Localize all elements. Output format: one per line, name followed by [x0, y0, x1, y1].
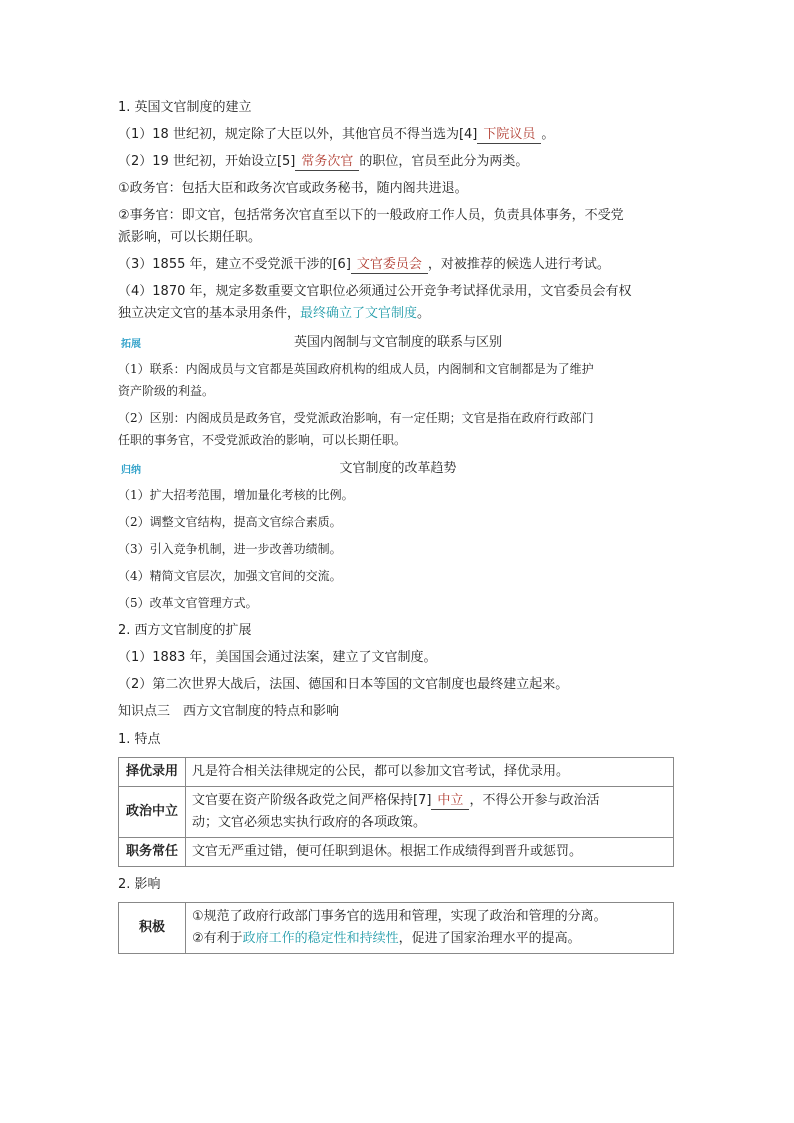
tuozhan-title: 英国内阁制与文官制度的联系与区别: [293, 335, 502, 350]
guina-line-1: （1）扩大招考范围，增加量化考核的比例。: [118, 488, 354, 502]
row-text-end: ，不得公开参与政治活: [469, 793, 600, 808]
item-2-end: 的职位，官员至此分为两类。: [359, 154, 529, 169]
item-2: [118, 152, 678, 172]
guina-title: 文官制度的改革趋势: [339, 461, 457, 476]
row-value: [186, 787, 674, 838]
row-key: 择优录用: [119, 758, 186, 787]
tuozhan-line-1: （1）联系：内阁成员与文官都是英国政府机构的组成人员，内阁制和文官制都是为了维护: [118, 362, 594, 376]
table-row: [119, 787, 674, 838]
section-1-title: 1. 英国文官制度的建立: [118, 100, 252, 115]
zheng-wu-guan: ①政务官：包括大臣和政务次官或政务秘书，随内阁共进退。: [118, 181, 468, 196]
tuozhan-line-2: 资产阶级的利益。: [118, 384, 215, 398]
row-value: 文官无严重过错，便可任职到退休。根据工作成绩得到晋升或惩罚。: [186, 838, 674, 867]
features-table: [118, 757, 674, 867]
row-value: [186, 903, 674, 954]
blank-6: 文官委员会: [351, 257, 428, 274]
item-3: [118, 255, 678, 275]
impact-line-2-text: ②有利于: [192, 931, 243, 946]
shi-wu-guan-line-1: ②事务官：即文官，包括常务次官直至以下的一般政府工作人员，负责具体事务，不受党: [118, 208, 624, 223]
table-row: [119, 838, 674, 867]
highlight-text: 最终确立了文官制度: [300, 306, 418, 321]
row-value: 凡是符合相关法律规定的公民，都可以参加文官考试，择优录用。: [186, 758, 674, 787]
guina-line-3: （3）引入竞争机制，进一步改善功绩制。: [118, 542, 342, 556]
features-title: 1. 特点: [118, 732, 161, 747]
guina-tag: 归纳: [121, 465, 141, 476]
table-row: [119, 903, 674, 954]
row-key: 职务常任: [119, 838, 186, 867]
table-row: [119, 758, 674, 787]
knowledge-point-3-title: 知识点三 西方文官制度的特点和影响: [118, 704, 340, 719]
item-4-text: 独立决定文官的基本录用条件，: [118, 306, 301, 321]
item-1-text: （1）18 世纪初，规定除了大臣以外，其他官员不得当选为[4]: [118, 127, 478, 142]
item-3-end: ，对被推荐的候选人进行考试。: [427, 257, 610, 272]
impact-line-1: ①规范了政府行政部门事务官的选用和管理，实现了政治和管理的分离。: [192, 909, 607, 924]
item-1: [118, 125, 678, 145]
blank-7: 中立: [431, 793, 469, 810]
section-2-title: 2. 西方文官制度的扩展: [118, 623, 252, 638]
section-2-line-1: （1）1883 年，美国国会通过法案，建立了文官制度。: [118, 650, 437, 665]
guina-line-4: （4）精简文官层次，加强文官间的交流。: [118, 569, 342, 583]
guina-line-2: （2）调整文官结构，提高文官综合素质。: [118, 515, 342, 529]
impact-table: [118, 902, 674, 954]
row-text: 文官要在资产阶级各政党之间严格保持[7]: [192, 793, 432, 808]
shi-wu-guan-line-2: 派影响，可以长期任职。: [118, 230, 262, 245]
item-3-text: （3）1855 年，建立不受党派干涉的[6]: [118, 257, 351, 272]
item-2-text: （2）19 世纪初，开始设立[5]: [118, 154, 296, 169]
impact-title: 2. 影响: [118, 877, 161, 892]
guina-line-5: （5）改革文官管理方式。: [118, 596, 258, 610]
item-4-line-2: [118, 304, 678, 324]
row-key: 积极: [119, 903, 186, 954]
blank-5: 常务次官: [295, 154, 359, 171]
item-1-end: 。: [541, 127, 555, 142]
row-key: 政治中立: [119, 787, 186, 838]
row-text-line-2: 动；文官必须忠实执行政府的各项政策。: [192, 815, 427, 830]
tuozhan-tag: 拓展: [121, 339, 141, 350]
impact-line-2-end: ，促进了国家治理水平的提高。: [398, 931, 581, 946]
tuozhan-header: [118, 331, 678, 355]
guina-header: [118, 457, 678, 481]
item-4-end: 。: [417, 306, 431, 321]
document-content: [118, 98, 678, 962]
tuozhan-line-4: 任职的事务官，不受党派政治的影响，可以长期任职。: [118, 433, 407, 447]
blank-4: 下院议员: [477, 127, 541, 144]
tuozhan-line-3: （2）区别：内阁成员是政务官，受党派政治影响，有一定任期；文官是指在政府行政部门: [118, 411, 594, 425]
section-2-line-2: （2）第二次世界大战后，法国、德国和日本等国的文官制度也最终建立起来。: [118, 677, 569, 692]
impact-highlight: 政府工作的稳定性和持续性: [242, 931, 399, 946]
item-4-line-1: （4）1870 年，规定多数重要文官职位必须通过公开竞争考试择优录用，文官委员会有权: [118, 284, 632, 299]
